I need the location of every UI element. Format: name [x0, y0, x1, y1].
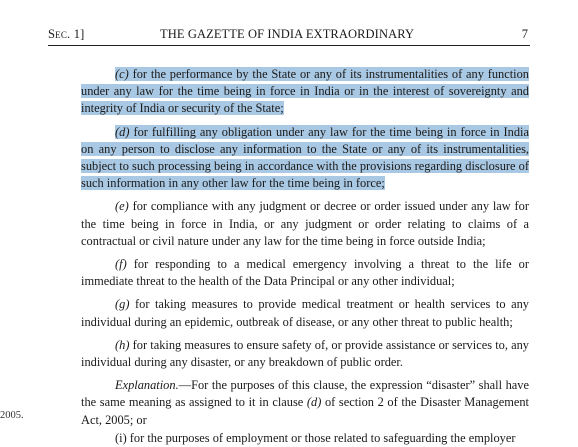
explanation-label: Explanation.	[115, 378, 179, 393]
header-rule	[48, 45, 530, 46]
clause-h[interactable]	[81, 337, 529, 371]
clause-marker: (g)	[115, 297, 130, 312]
margin-note: 2005.	[0, 410, 24, 421]
clause-text: for taking measures to ensure safety of, or provide assistance or services to, any individual during any disaster, or any breakdown of public order.	[81, 337, 529, 370]
clause-text: for responding to a medical emergency involving a threat to the life or immediate threat to the health of the Data Principal or any other individual;	[81, 257, 529, 289]
header-page-number: 7	[521, 27, 528, 41]
clause-text: for taking measures to provide medical treatment or health services to any individual during an epidemic, outbreak of disease, or any other threat to public health;	[81, 297, 529, 329]
clause-e[interactable]	[81, 198, 529, 250]
explanation-text-before: For the purposes of this clause, the expression “disaster” shall have the same meaning as assigned to it in clause	[81, 378, 529, 410]
clause-text: for compliance with any judgment or decree or order issued under any law for the time being in force in India, or any judgment or order relating to claims of a contractual or civil nature under any law for the time being in force outside India;	[81, 199, 529, 248]
clause-marker: (c)	[115, 67, 129, 81]
clause-f[interactable]	[81, 256, 529, 290]
clause-c[interactable]	[81, 66, 529, 118]
clause-text: for the performance by the State or any of its instrumentalities of any function under any law for the time being in force in India or in the interest of sovereignty and integrity of India or security of the State;	[81, 67, 530, 116]
explanation-marker: (d)	[306, 395, 322, 410]
explanation-text-after: of section 2 of the Disaster Management Act, 2005; or	[81, 395, 529, 427]
clause-marker: (e)	[115, 199, 129, 214]
header-section: Sec. 1]	[48, 27, 85, 41]
clause-marker: (h)	[115, 337, 130, 352]
clause-d[interactable]	[81, 124, 529, 193]
page-header	[48, 26, 528, 42]
cutoff-next-line: (i) for the purposes of employment or those related to safeguarding the employer	[115, 431, 516, 445]
explanation-dash: —	[178, 378, 192, 393]
header-title: THE GAZETTE OF INDIA EXTRAORDINARY	[160, 27, 415, 41]
clause-text: for fulfilling any obligation under any law for the time being in force in India on any person to disclose any information to the State or any of its instrumentalities, subject to such processing being in accordance with the provisions regarding disclosure of such information in any other law for the time being in force;	[81, 124, 529, 191]
clause-marker: (d)	[115, 124, 130, 139]
clause-marker: (f)	[115, 257, 127, 272]
explanation-paragraph[interactable]	[81, 377, 529, 429]
clause-g[interactable]	[81, 296, 529, 330]
